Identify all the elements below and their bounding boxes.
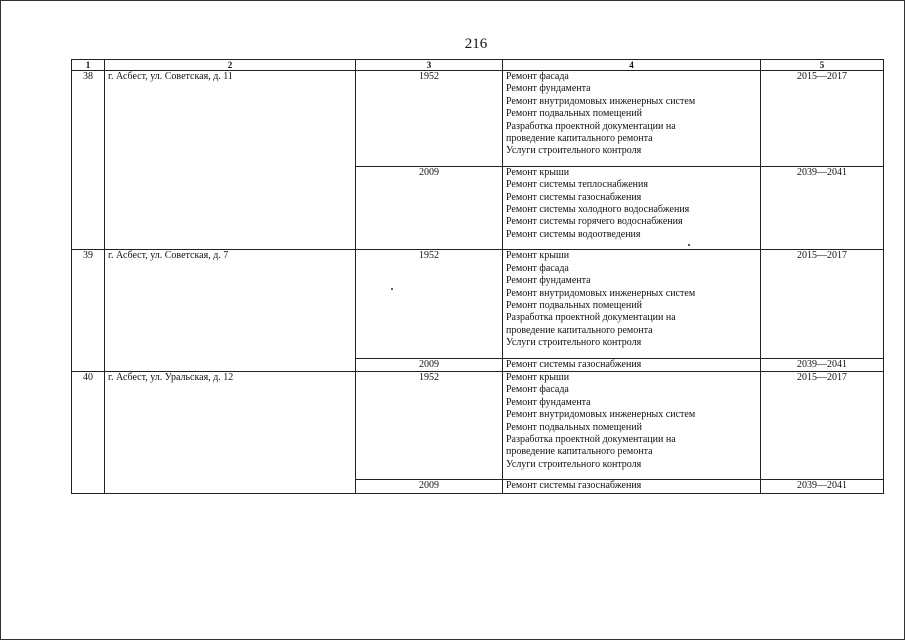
scan-speck bbox=[688, 244, 690, 246]
work-item: Ремонт системы газоснабжения bbox=[506, 358, 642, 370]
stage-works bbox=[503, 371, 761, 479]
table-row bbox=[72, 371, 884, 479]
page-number: 216 bbox=[464, 36, 488, 52]
stage-year: 2009 bbox=[356, 480, 503, 493]
work-item: Ремонт системы газоснабжения bbox=[506, 191, 642, 203]
work-item: Ремонт внутридомовых инженерных систем bbox=[506, 287, 696, 299]
work-item: Ремонт фасада bbox=[506, 71, 569, 82]
record-number: 40 bbox=[72, 371, 105, 493]
stage-period: 2015—2017 bbox=[761, 71, 884, 167]
table-body bbox=[72, 71, 884, 494]
work-item: Ремонт подвальных помещений bbox=[506, 421, 642, 433]
work-item: Услуги строительного контроля bbox=[506, 458, 642, 470]
work-item: проведение капитального ремонта bbox=[506, 133, 653, 145]
work-item: Ремонт крыши bbox=[506, 166, 570, 178]
stage-works bbox=[503, 358, 761, 371]
work-item: Ремонт фундамента bbox=[506, 275, 591, 287]
capital-repair-table bbox=[71, 59, 884, 494]
stage-works bbox=[503, 480, 761, 493]
work-item: Разработка проектной документации на bbox=[506, 312, 676, 324]
header-col-1: 1 bbox=[72, 60, 105, 71]
work-item: проведение капитального ремонта bbox=[506, 446, 653, 458]
record-number: 39 bbox=[72, 250, 105, 372]
stage-period: 2015—2017 bbox=[761, 250, 884, 358]
work-item: Ремонт подвальных помещений bbox=[506, 299, 642, 311]
record-number: 38 bbox=[72, 71, 105, 250]
work-item: Ремонт фасада bbox=[506, 262, 569, 274]
stage-works bbox=[503, 250, 761, 358]
stage-year: 1952 bbox=[356, 371, 503, 479]
work-item: проведение капитального ремонта bbox=[506, 324, 653, 336]
table-row bbox=[72, 71, 884, 167]
stage-year: 1952 bbox=[356, 71, 503, 167]
work-item: Ремонт системы горячего водоснабжения bbox=[506, 216, 683, 228]
stage-period: 2039—2041 bbox=[761, 480, 884, 493]
work-item: Ремонт подвальных помещений bbox=[506, 108, 642, 120]
stage-works bbox=[503, 166, 761, 249]
work-item: Ремонт системы газоснабжения bbox=[506, 480, 642, 492]
stage-period: 2039—2041 bbox=[761, 166, 884, 249]
work-item: Ремонт внутридомовых инженерных систем bbox=[506, 95, 696, 107]
record-address: г. Асбест, ул. Советская, д. 11 bbox=[105, 71, 356, 250]
work-item: Ремонт крыши bbox=[506, 250, 570, 262]
work-item: Услуги строительного контроля bbox=[506, 145, 642, 157]
header-col-5: 5 bbox=[761, 60, 884, 71]
stage-works bbox=[503, 71, 761, 167]
header-col-2: 2 bbox=[105, 60, 356, 71]
header-col-3: 3 bbox=[356, 60, 503, 71]
stage-year: 2009 bbox=[356, 166, 503, 249]
work-item: Ремонт системы водоотведения bbox=[506, 228, 641, 240]
work-item: Ремонт фундамента bbox=[506, 83, 591, 95]
table-header-row bbox=[72, 60, 884, 71]
work-item: Ремонт системы теплоснабжения bbox=[506, 179, 648, 191]
work-item: Разработка проектной документации на bbox=[506, 433, 676, 445]
work-item: Ремонт крыши bbox=[506, 371, 570, 383]
stage-period: 2039—2041 bbox=[761, 358, 884, 371]
work-item: Ремонт фундамента bbox=[506, 396, 591, 408]
work-item: Разработка проектной документации на bbox=[506, 120, 676, 132]
work-item: Ремонт внутридомовых инженерных систем bbox=[506, 409, 696, 421]
work-item: Услуги строительного контроля bbox=[506, 337, 642, 349]
table-row bbox=[72, 250, 884, 358]
stage-year: 2009 bbox=[356, 358, 503, 371]
scan-speck bbox=[391, 288, 393, 290]
stage-period: 2015—2017 bbox=[761, 371, 884, 479]
work-item: Ремонт системы холодного водоснабжения bbox=[506, 204, 690, 216]
record-address: г. Асбест, ул. Уральская, д. 12 bbox=[105, 371, 356, 493]
record-address: г. Асбест, ул. Советская, д. 7 bbox=[105, 250, 356, 372]
header-col-4: 4 bbox=[503, 60, 761, 71]
stage-year: 1952 bbox=[356, 250, 503, 358]
work-item: Ремонт фасада bbox=[506, 384, 569, 396]
